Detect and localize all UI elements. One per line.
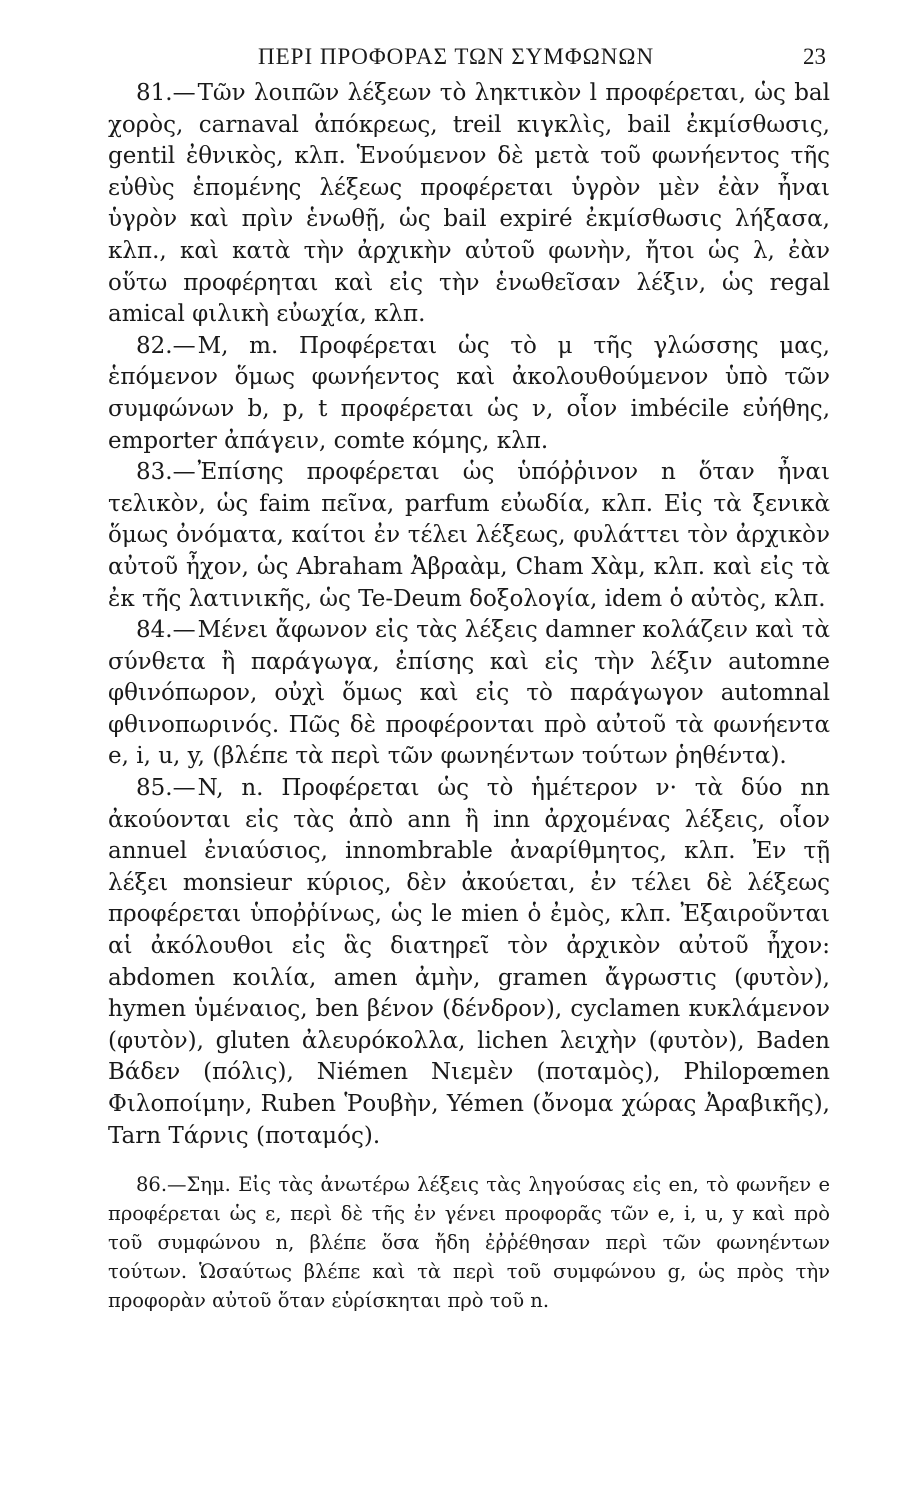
page-number: 23 bbox=[803, 44, 826, 69]
paragraph-text: M, m. Προφέρεται ὡς τὸ μ τῆς γλώσσης μας, ἑπόμενον ὅμως φωνήεντος καὶ ἀκολουθούμενον ὑπὸ τῶν συμφώνων b, p, t προφέρεται ὡς ν, οἷον imbécile εὐήθης, emporter ἀπάγειν, comte κόμης, κλπ. bbox=[108, 332, 830, 454]
paragraph-number: 81.— bbox=[136, 80, 196, 106]
paragraph-text: Μένει ἄφωνον εἰς τὰς λέξεις damner κολάζειν καὶ τὰ σύνθετα ἢ παράγωγα, ἐπίσης καὶ εἰς τὴν λέξιν automne φθινόπωρον, οὐχὶ ὅμως καὶ εἰς τὸ παράγωγον automnal φθινοπωρινός. Πῶς δὲ προφέρονται πρὸ αὐτοῦ τὰ φωνήεντα e, i, u, y, (βλέπε τὰ περὶ τῶν φωνηέντων τούτων ῥηθέντα). bbox=[108, 617, 830, 770]
paragraph-number: 85.— bbox=[136, 775, 196, 802]
note-86 bbox=[108, 1170, 830, 1315]
running-title: ΠΕΡΙ ΠΡΟΦΟΡΑΣ ΤΩΝ ΣΥΜΦΩΝΩΝ bbox=[258, 44, 655, 69]
paragraph-83 bbox=[108, 457, 830, 615]
paragraph-85 bbox=[108, 773, 830, 1152]
paragraph-81 bbox=[108, 78, 830, 331]
paragraph-text: N, n. Προφέρεται ὡς τὸ ἡμέτερον ν· τὰ δύο nn ἀκούονται εἰς τὰς ἀπὸ ann ἢ inn ἀρχομένας λέξεις, οἷον annuel ἐνιαύσιος, innombrable ἀναρίθμητος, κλπ. Ἐν τῇ λέξει monsieur κύριος, δὲν ἀκούεται, ἐν τέλει δὲ λέξεως προφέρεται ὑποῤῥίνως, ὡς le mien ὁ ἐμὸς, κλπ. Ἐξαιροῦνται αἱ ἀκόλουθοι εἰς ἃς διατηρεῖ τὸν ἀρχικὸν αὐτοῦ ἦχον: abdomen κοιλία, amen ἀμὴν, gramen ἄγρωστις (φυτὸν), hymen ὑμέναιος, ben βένον (δένδρον), cyclamen κυκλάμενον (φυτὸν), gluten ἀλευρόκολλα, lichen λειχὴν (φυτὸν), Baden Βάδεν (πόλις), Niémen Νιεμὲν (ποταμὸς), Philopœmen Φιλοποίμην, Ruben Ῥουβὴν, Yémen (ὄνομα χώρας Ἀραβικῆς), Tarn Τάρνις (ποταμός). bbox=[108, 775, 830, 1149]
paragraph-text: Ἐπίσης προφέρεται ὡς ὑπόῤῥινον n ὅταν ἦναι τελικὸν, ὡς faim πεῖνα, parfum εὐωδία, κλπ. Εἰς τὰ ξενικὰ ὅμως ὀνόματα, καίτοι ἐν τέλει λέξεως, φυλάττει τὸν ἀρχικὸν αὐτοῦ ἦχον, ὡς Abraham Ἀβραὰμ, Cham Χὰμ, κλπ. καὶ εἰς τὰ ἐκ τῆς λατινικῆς, ὡς Te-Deum δοξολογία, idem ὁ αὐτὸς, κλπ. bbox=[108, 459, 830, 612]
running-head bbox=[108, 44, 830, 78]
book-page bbox=[108, 44, 830, 1335]
paragraph-82 bbox=[108, 331, 830, 457]
note-text: Σημ. Εἰς τὰς ἀνωτέρω λέξεις τὰς ληγούσας εἰς en, τὸ φωνῆεν e προφέρεται ὡς ε, περὶ δὲ τῆς ἐν γένει προφορᾶς τῶν e, i, u, y καὶ πρὸ τοῦ συμφώνου n, βλέπε ὅσα ἤδη ἐῤῥέθησαν περὶ τῶν φωνηέντων τούτων. Ὡσαύτως βλέπε καὶ τὰ περὶ τοῦ συμφώνου g, ὡς πρὸς τὴν προφορὰν αὐτοῦ ὅταν εὑρίσκηται πρὸ τοῦ n. bbox=[108, 1173, 830, 1313]
paragraph-number: 84.— bbox=[136, 617, 196, 644]
note-number: 86.— bbox=[136, 1173, 187, 1197]
paragraph-84 bbox=[108, 615, 830, 773]
paragraph-number: 83.— bbox=[136, 459, 196, 486]
paragraph-number: 82.— bbox=[136, 332, 196, 359]
paragraph-text: Τῶν λοιπῶν λέξεων τὸ ληκτικὸν l προφέρεται, ὡς bal χορὸς, carnaval ἀπόκρεως, treil κιγκλὶς, bail ἐκμίσθωσις, gentil ἐθνικὸς, κλπ. Ἑνούμενον δὲ μετὰ τοῦ φωνήεντος τῆς εὐθὺς ἑπομένης λέξεως προφέρεται ὑγρὸν μὲν ἐὰν ἦναι ὑγρὸν καὶ πρὶν ἑνωθῇ, ὡς bail expiré ἐκμίσθωσις λήξασα, κλπ., καὶ κατὰ τὴν ἀρχικὴν αὐτοῦ φωνὴν, ἤτοι ὡς λ, ἐὰν οὕτω προφέρηται καὶ εἰς τὴν ἑνωθεῖσαν λέξιν, ὡς regal amical φιλικὴ εὐωχία, κλπ. bbox=[108, 80, 830, 328]
